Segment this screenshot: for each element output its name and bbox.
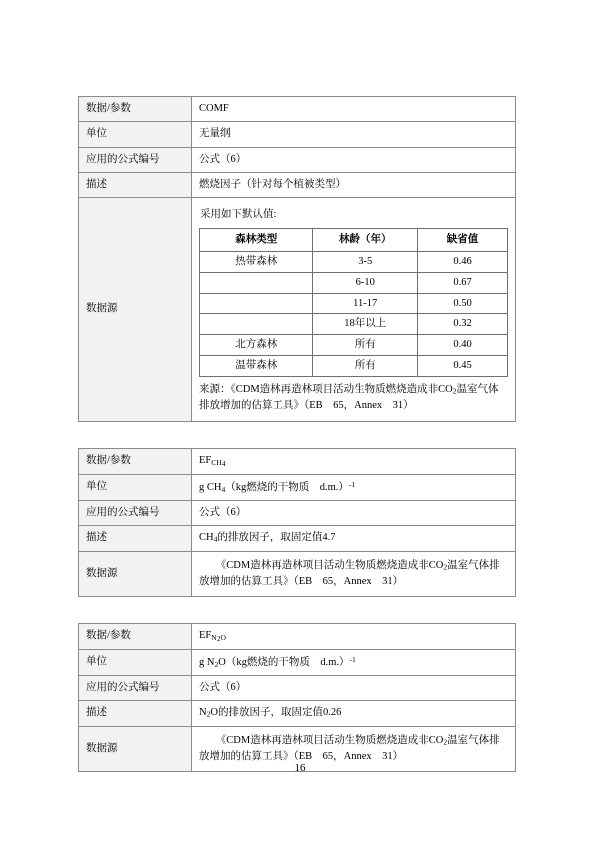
row-label-source: 数据源	[79, 198, 192, 422]
cell-forest-type: 热带森林	[200, 252, 313, 273]
page-number: 16	[294, 762, 306, 774]
unit-prefix: g CH	[199, 481, 222, 493]
cell-stand-age: 所有	[313, 355, 418, 376]
parameter-subscript: CH4	[211, 457, 226, 468]
parameter-value: COMF	[192, 97, 516, 122]
cell-stand-age: 11-17	[313, 293, 418, 314]
parameter-base: EF	[199, 630, 212, 642]
default-values-intro: 采用如下默认值:	[200, 209, 277, 221]
source-citation-part3: 加的估算工具》（EB 65，Annex 31）	[220, 750, 404, 762]
table-row	[79, 676, 516, 701]
cell-default-value: 0.50	[418, 293, 508, 314]
cell-stand-age: 3-5	[313, 252, 418, 273]
table-row	[79, 172, 516, 197]
row-label-parameter: 数据/参数	[79, 449, 192, 475]
row-label-description: 描述	[79, 701, 192, 726]
source-citation-part2: 温室气体排放增	[199, 734, 500, 762]
column-header-default-value: 缺省值	[418, 229, 508, 252]
cell-forest-type: 北方森林	[200, 335, 313, 356]
parameter-value	[192, 449, 516, 475]
unit-superscript: -1	[348, 479, 356, 489]
cell-default-value: 0.32	[418, 314, 508, 335]
table-row	[79, 97, 516, 122]
row-label-source: 数据源	[79, 726, 192, 772]
cell-forest-type: 温带森林	[200, 355, 313, 376]
formula-value: 公式（6）	[192, 501, 516, 526]
source-citation-part1: 《CDM造林再造林项目活动生物质燃烧造成非CO	[215, 734, 444, 746]
table-row	[200, 314, 508, 335]
source-value	[192, 198, 516, 422]
default-values-table	[199, 228, 508, 376]
parameter-subscript: N2O	[211, 632, 226, 643]
table-row	[79, 198, 516, 422]
row-label-source: 数据源	[79, 551, 192, 597]
cell-default-value: 0.46	[418, 252, 508, 273]
cell-default-value: 0.40	[418, 335, 508, 356]
cell-forest-type	[200, 293, 313, 314]
unit-subscript: 2	[214, 659, 219, 669]
table-row	[79, 449, 516, 475]
parameter-table-ef-ch4	[78, 448, 516, 597]
unit-value	[192, 649, 516, 675]
description-prefix: N	[199, 707, 207, 719]
co2-subscript: 2	[443, 737, 448, 747]
row-label-description: 描述	[79, 526, 192, 551]
table-row	[200, 355, 508, 376]
description-suffix: O的排放因子，取固定值0.26	[210, 707, 342, 719]
table-row	[79, 122, 516, 147]
row-label-description: 描述	[79, 172, 192, 197]
formula-value: 公式（6）	[192, 676, 516, 701]
column-header-stand-age: 林龄（年）	[313, 229, 418, 252]
parameter-table-ef-n2o	[78, 623, 516, 772]
table-header-row	[200, 229, 508, 252]
table-row	[79, 649, 516, 675]
row-label-parameter: 数据/参数	[79, 624, 192, 650]
parameter-table-comf	[78, 96, 516, 422]
source-citation-part1: 来源：《CDM造林再造林项目活动生物质燃烧造成非CO	[199, 383, 453, 395]
parameter-base: EF	[199, 455, 212, 467]
row-label-parameter: 数据/参数	[79, 97, 192, 122]
unit-value: 无量纲	[192, 122, 516, 147]
cell-forest-type	[200, 272, 313, 293]
source-citation-part2: 温室气体	[456, 383, 499, 395]
description-value	[192, 701, 516, 726]
row-label-unit: 单位	[79, 649, 192, 675]
cell-stand-age: 所有	[313, 335, 418, 356]
description-value: 燃烧因子（针对每个植被类型）	[192, 172, 516, 197]
table-row	[79, 147, 516, 172]
co2-subscript: 2	[443, 562, 448, 572]
source-citation-part3: 排放增加的估算工具》（EB 65，Annex 31）	[199, 400, 414, 412]
cell-stand-age: 18年以上	[313, 314, 418, 335]
table-row	[200, 252, 508, 273]
source-citation	[199, 558, 508, 591]
table-row	[200, 272, 508, 293]
formula-value: 公式（6）	[192, 147, 516, 172]
table-row	[200, 335, 508, 356]
cell-forest-type	[200, 314, 313, 335]
unit-prefix: g N	[199, 656, 215, 668]
source-citation	[199, 382, 508, 416]
table-row	[200, 293, 508, 314]
cell-default-value: 0.67	[418, 272, 508, 293]
table-row	[79, 474, 516, 500]
description-value	[192, 526, 516, 551]
cell-stand-age: 6-10	[313, 272, 418, 293]
description-subscript: 4	[213, 535, 218, 545]
source-citation-part2: 温室气体排放增	[199, 559, 500, 587]
table-row	[79, 701, 516, 726]
unit-subscript: 4	[221, 484, 226, 494]
source-citation	[199, 733, 508, 766]
description-subscript: 2	[206, 710, 211, 720]
row-label-unit: 单位	[79, 474, 192, 500]
source-citation-part3: 加的估算工具》（EB 65，Annex 31）	[220, 575, 404, 587]
unit-superscript: -1	[349, 654, 356, 664]
source-value	[192, 551, 516, 597]
table-row	[79, 526, 516, 551]
co2-subscript: 2	[452, 386, 457, 396]
description-prefix: CH	[199, 532, 214, 544]
parameter-value	[192, 624, 516, 650]
row-label-unit: 单位	[79, 122, 192, 147]
source-citation-part1: 《CDM造林再造林项目活动生物质燃烧造成非CO	[215, 559, 444, 571]
table-row	[79, 624, 516, 650]
cell-default-value: 0.45	[418, 355, 508, 376]
table-row	[79, 551, 516, 597]
column-header-forest-type: 森林类型	[200, 229, 313, 252]
row-label-formula: 应用的公式编号	[79, 676, 192, 701]
row-label-formula: 应用的公式编号	[79, 501, 192, 526]
unit-suffix: （kg燃烧的干物质 d.m.）	[225, 481, 349, 493]
description-suffix: 的排放因子，取固定值4.7	[217, 532, 336, 544]
unit-value	[192, 474, 516, 500]
row-label-formula: 应用的公式编号	[79, 147, 192, 172]
table-row	[79, 501, 516, 526]
unit-suffix: O（kg燃烧的干物质 d.m.）	[218, 656, 350, 668]
